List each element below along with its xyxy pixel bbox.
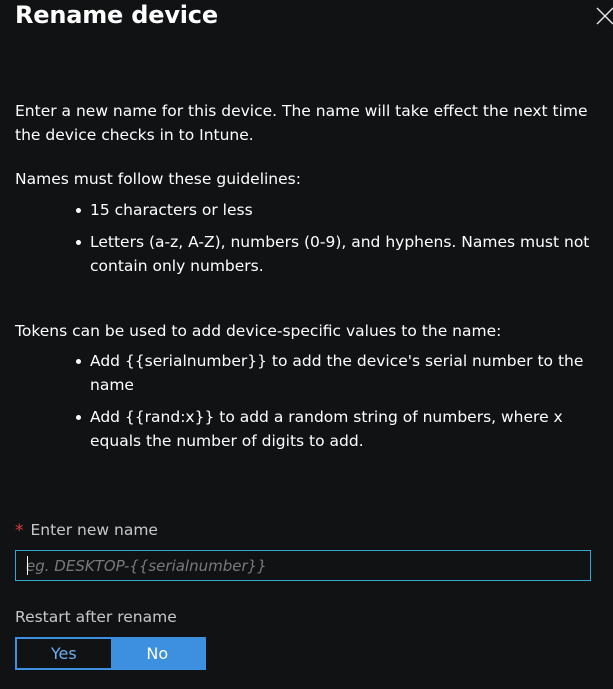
close-button[interactable] (595, 6, 613, 26)
bullet-icon (76, 359, 81, 364)
token-text: Add {{rand:x}} to add a random string of numbers, where x equals the number of digits to add. (90, 408, 563, 450)
rename-instructions (15, 99, 600, 461)
bullet-icon (76, 415, 81, 420)
blade-title: Rename device (15, 1, 218, 29)
text-caret (27, 556, 28, 575)
tokens-heading: Tokens can be used to add device-specific values to the name: (15, 322, 502, 340)
new-name-input[interactable] (15, 550, 591, 581)
list-item (90, 349, 600, 397)
guideline-text: Letters (a-z, A-Z), numbers (0-9), and hyphens. Names must not contain only numbers. (90, 233, 590, 275)
close-icon (595, 6, 613, 26)
tokens-list (15, 349, 600, 453)
guideline-text: 15 characters or less (90, 201, 253, 219)
list-item (90, 198, 600, 222)
list-item (90, 230, 600, 278)
bullet-icon (76, 208, 81, 213)
guidelines-heading: Names must follow these guidelines: (15, 170, 301, 188)
restart-toggle[interactable] (15, 637, 206, 670)
list-item (90, 405, 600, 453)
bullet-icon (76, 240, 81, 245)
restart-yes-option[interactable]: Yes (17, 639, 111, 668)
token-text: Add {{serialnumber}} to add the device's serial number to the name (90, 352, 584, 394)
required-asterisk: * (15, 521, 24, 541)
new-name-label-text: Enter new name (30, 521, 158, 539)
guidelines-list (15, 198, 600, 278)
restart-no-option[interactable]: No (111, 639, 205, 668)
restart-label: Restart after rename (15, 608, 177, 626)
intro-text: Enter a new name for this device. The name will take effect the next time the device checks in to Intune. (15, 102, 588, 144)
new-name-label (15, 521, 158, 541)
